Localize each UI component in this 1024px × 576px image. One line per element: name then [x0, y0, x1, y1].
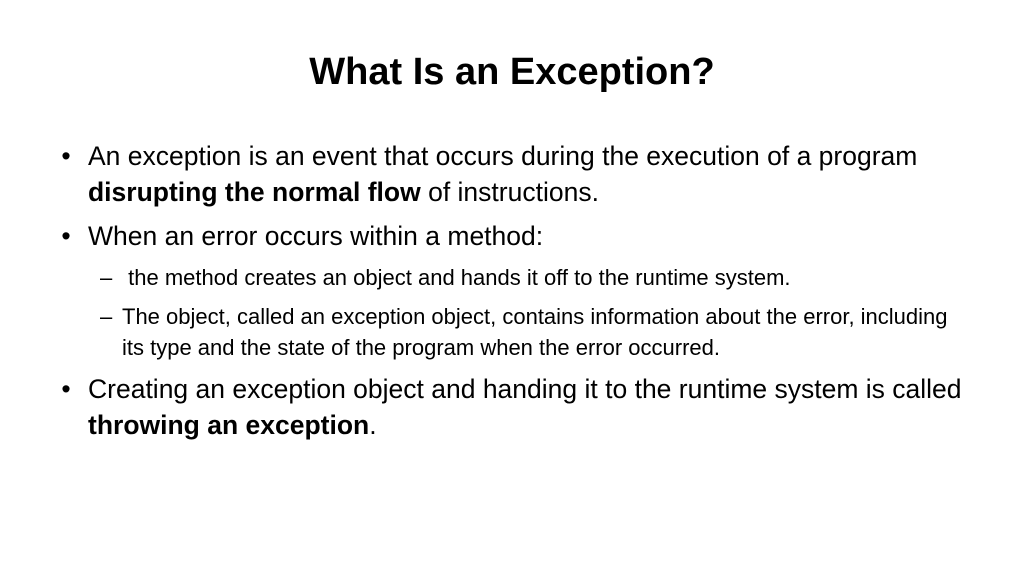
sub-bullet-item-exception-object [56, 301, 966, 363]
bullet-item-error-occurs [56, 218, 966, 254]
bullet-marker: • [61, 374, 71, 404]
bullet-text: Creating an exception object and handing it to the runtime system is called [88, 374, 962, 404]
bullet-marker: • [61, 141, 71, 171]
slide-title: What Is an Exception? [309, 51, 715, 93]
sub-bullet-list [56, 262, 966, 363]
sub-bullet-item-creates-object [56, 262, 966, 293]
dash-marker: – [100, 265, 113, 290]
bullet-text: When an error occurs within a method: [88, 221, 544, 251]
sub-bullet-group [56, 262, 966, 363]
bullet-list [56, 138, 966, 451]
bullet-bold-text: disrupting the normal flow [88, 177, 421, 207]
bullet-text: of instructions. [420, 177, 599, 207]
bullet-item-throwing [56, 371, 966, 443]
bullet-text: An exception is an event that occurs during the execution of a program [88, 141, 918, 171]
bullet-bold-text: throwing an exception [88, 410, 370, 440]
bullet-item-exception-definition [56, 138, 966, 210]
bullet-marker: • [61, 221, 71, 251]
sub-bullet-text: The object, called an exception object, contains information about the error, including its type and the state of the program when the error occurred. [122, 304, 948, 360]
bullet-text: . [369, 410, 377, 440]
sub-bullet-text: the method creates an object and hands it off to the runtime system. [122, 265, 791, 290]
dash-marker: – [100, 304, 113, 329]
